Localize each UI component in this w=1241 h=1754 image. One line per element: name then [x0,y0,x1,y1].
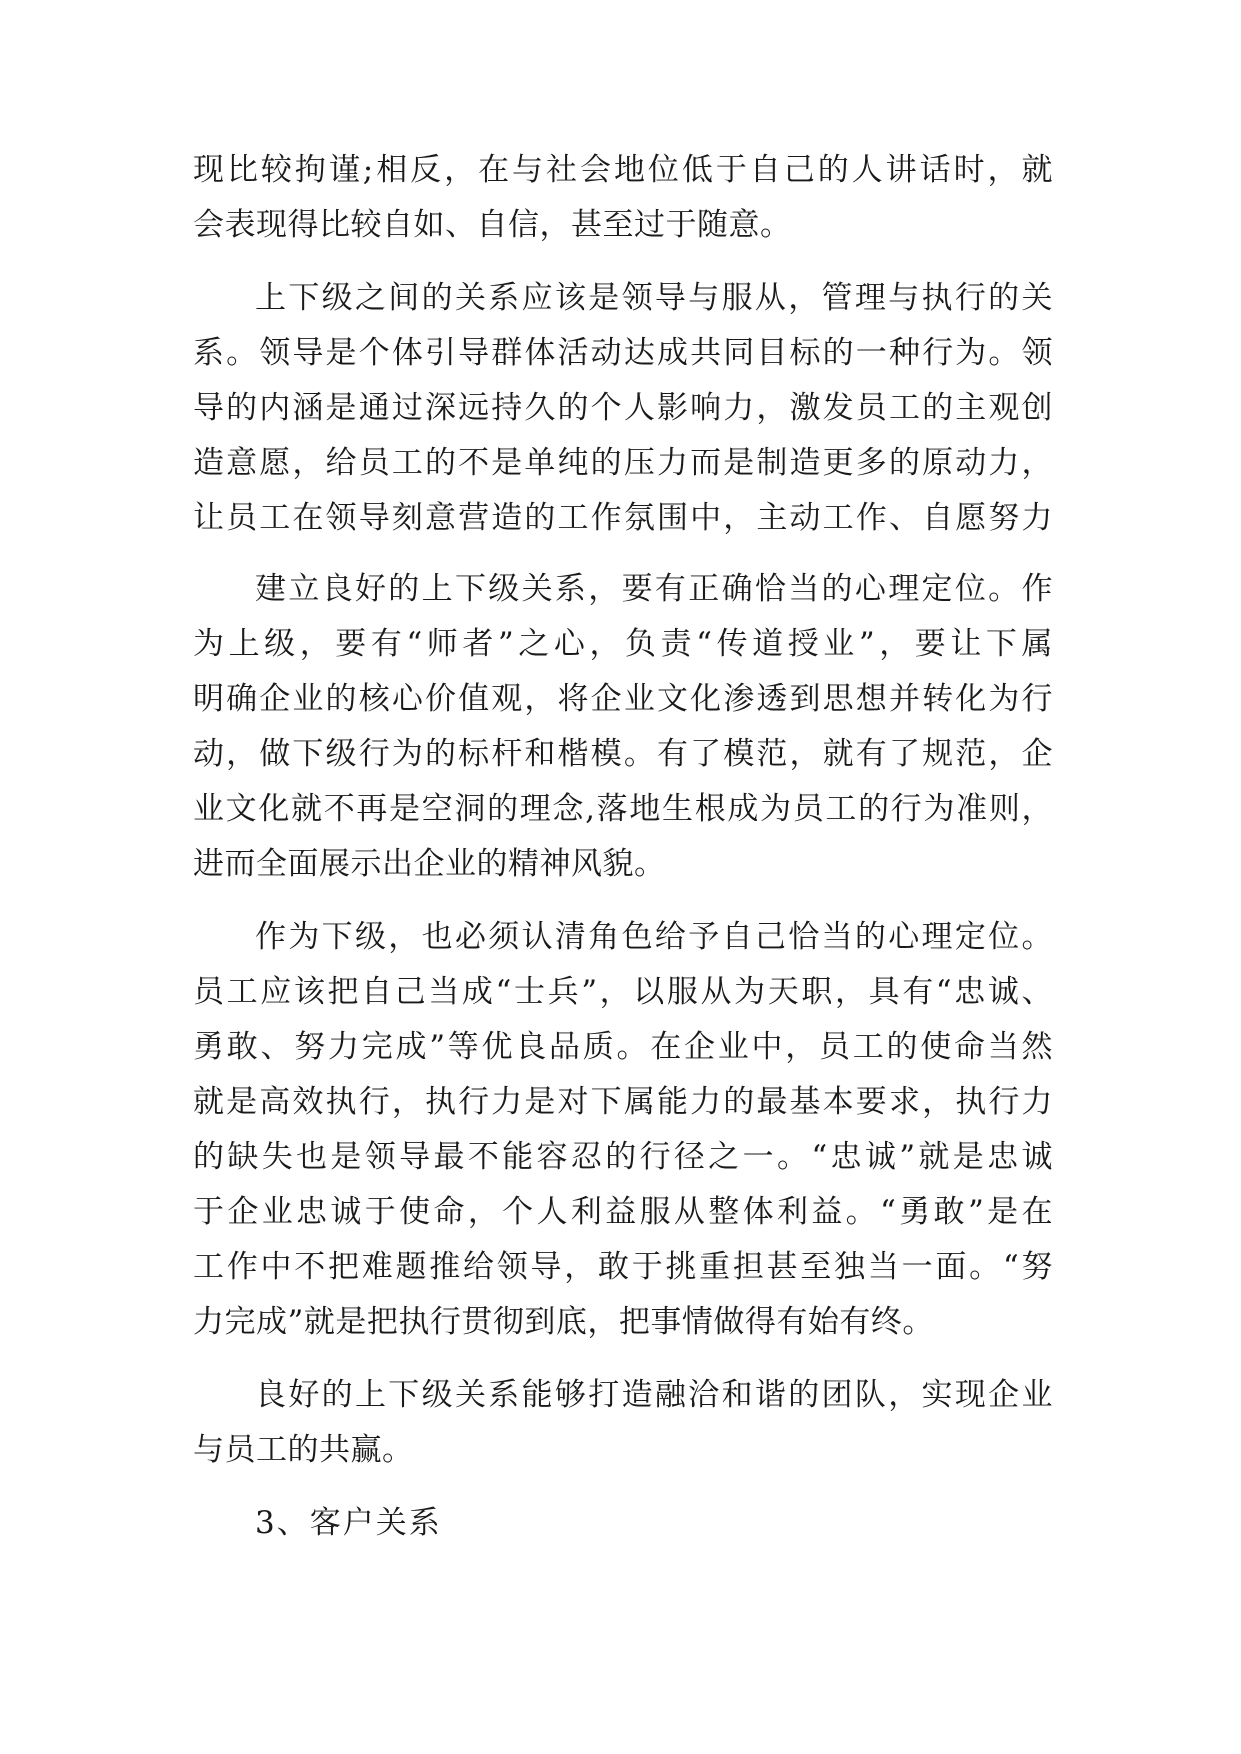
text-line: 工作中不把难题推给领导，敢于挑重担甚至独当一面。“努 [193,1249,1053,1285]
paragraph-first-line: 上下级之间的关系应该是领导与服从，管理与执行的关 [255,280,1053,316]
paragraph-first-line: 建立良好的上下级关系，要有正确恰当的心理定位。作 [255,571,1053,607]
text-line: 与员工的共赢。 [193,1432,414,1468]
text-line: 导的内涵是通过深远持久的个人影响力，激发员工的主观创 [193,390,1053,426]
text-line: 勇敢、努力完成”等优良品质。在企业中，员工的使命当然 [193,1029,1053,1065]
text-line: 动，做下级行为的标杆和楷模。有了模范，就有了规范，企 [193,736,1053,772]
text-line: 进而全面展示出企业的精神风貌。 [193,846,666,882]
text-line: 造意愿，给员工的不是单纯的压力而是制造更多的原动力， [193,445,1053,481]
text-line: 系。领导是个体引导群体活动达成共同目标的一种行为。领 [193,335,1053,371]
section-heading: 3、客户关系 [255,1505,442,1541]
text-line: 的缺失也是领导最不能容忍的行径之一。“忠诚”就是忠诚 [193,1139,1053,1175]
paragraph-first-line: 作为下级，也必须认清角色给予自己恰当的心理定位。 [255,919,1053,955]
text-line: 就是高效执行，执行力是对下属能力的最基本要求，执行力 [193,1084,1053,1120]
text-line: 员工应该把自己当成“士兵”，以服从为天职，具有“忠诚、 [193,974,1053,1010]
text-line: 现比较拘谨;相反，在与社会地位低于自己的人讲话时，就 [193,152,1053,188]
text-line: 让员工在领导刻意营造的工作氛围中，主动工作、自愿努力 [193,500,1053,536]
text-line: 力完成”就是把执行贯彻到底，把事情做得有始有终。 [193,1304,934,1340]
text-line: 于企业忠诚于使命，个人利益服从整体利益。“勇敢”是在 [193,1194,1053,1230]
paragraph-first-line: 良好的上下级关系能够打造融洽和谐的团队，实现企业 [255,1377,1053,1413]
text-line: 为上级，要有“师者”之心，负责“传道授业”，要让下属 [193,626,1053,662]
text-line: 明确企业的核心价值观，将企业文化渗透到思想并转化为行 [193,681,1053,717]
text-line: 会表现得比较自如、自信，甚至过于随意。 [193,207,792,243]
text-line: 业文化就不再是空洞的理念,落地生根成为员工的行为准则， [193,791,1053,827]
